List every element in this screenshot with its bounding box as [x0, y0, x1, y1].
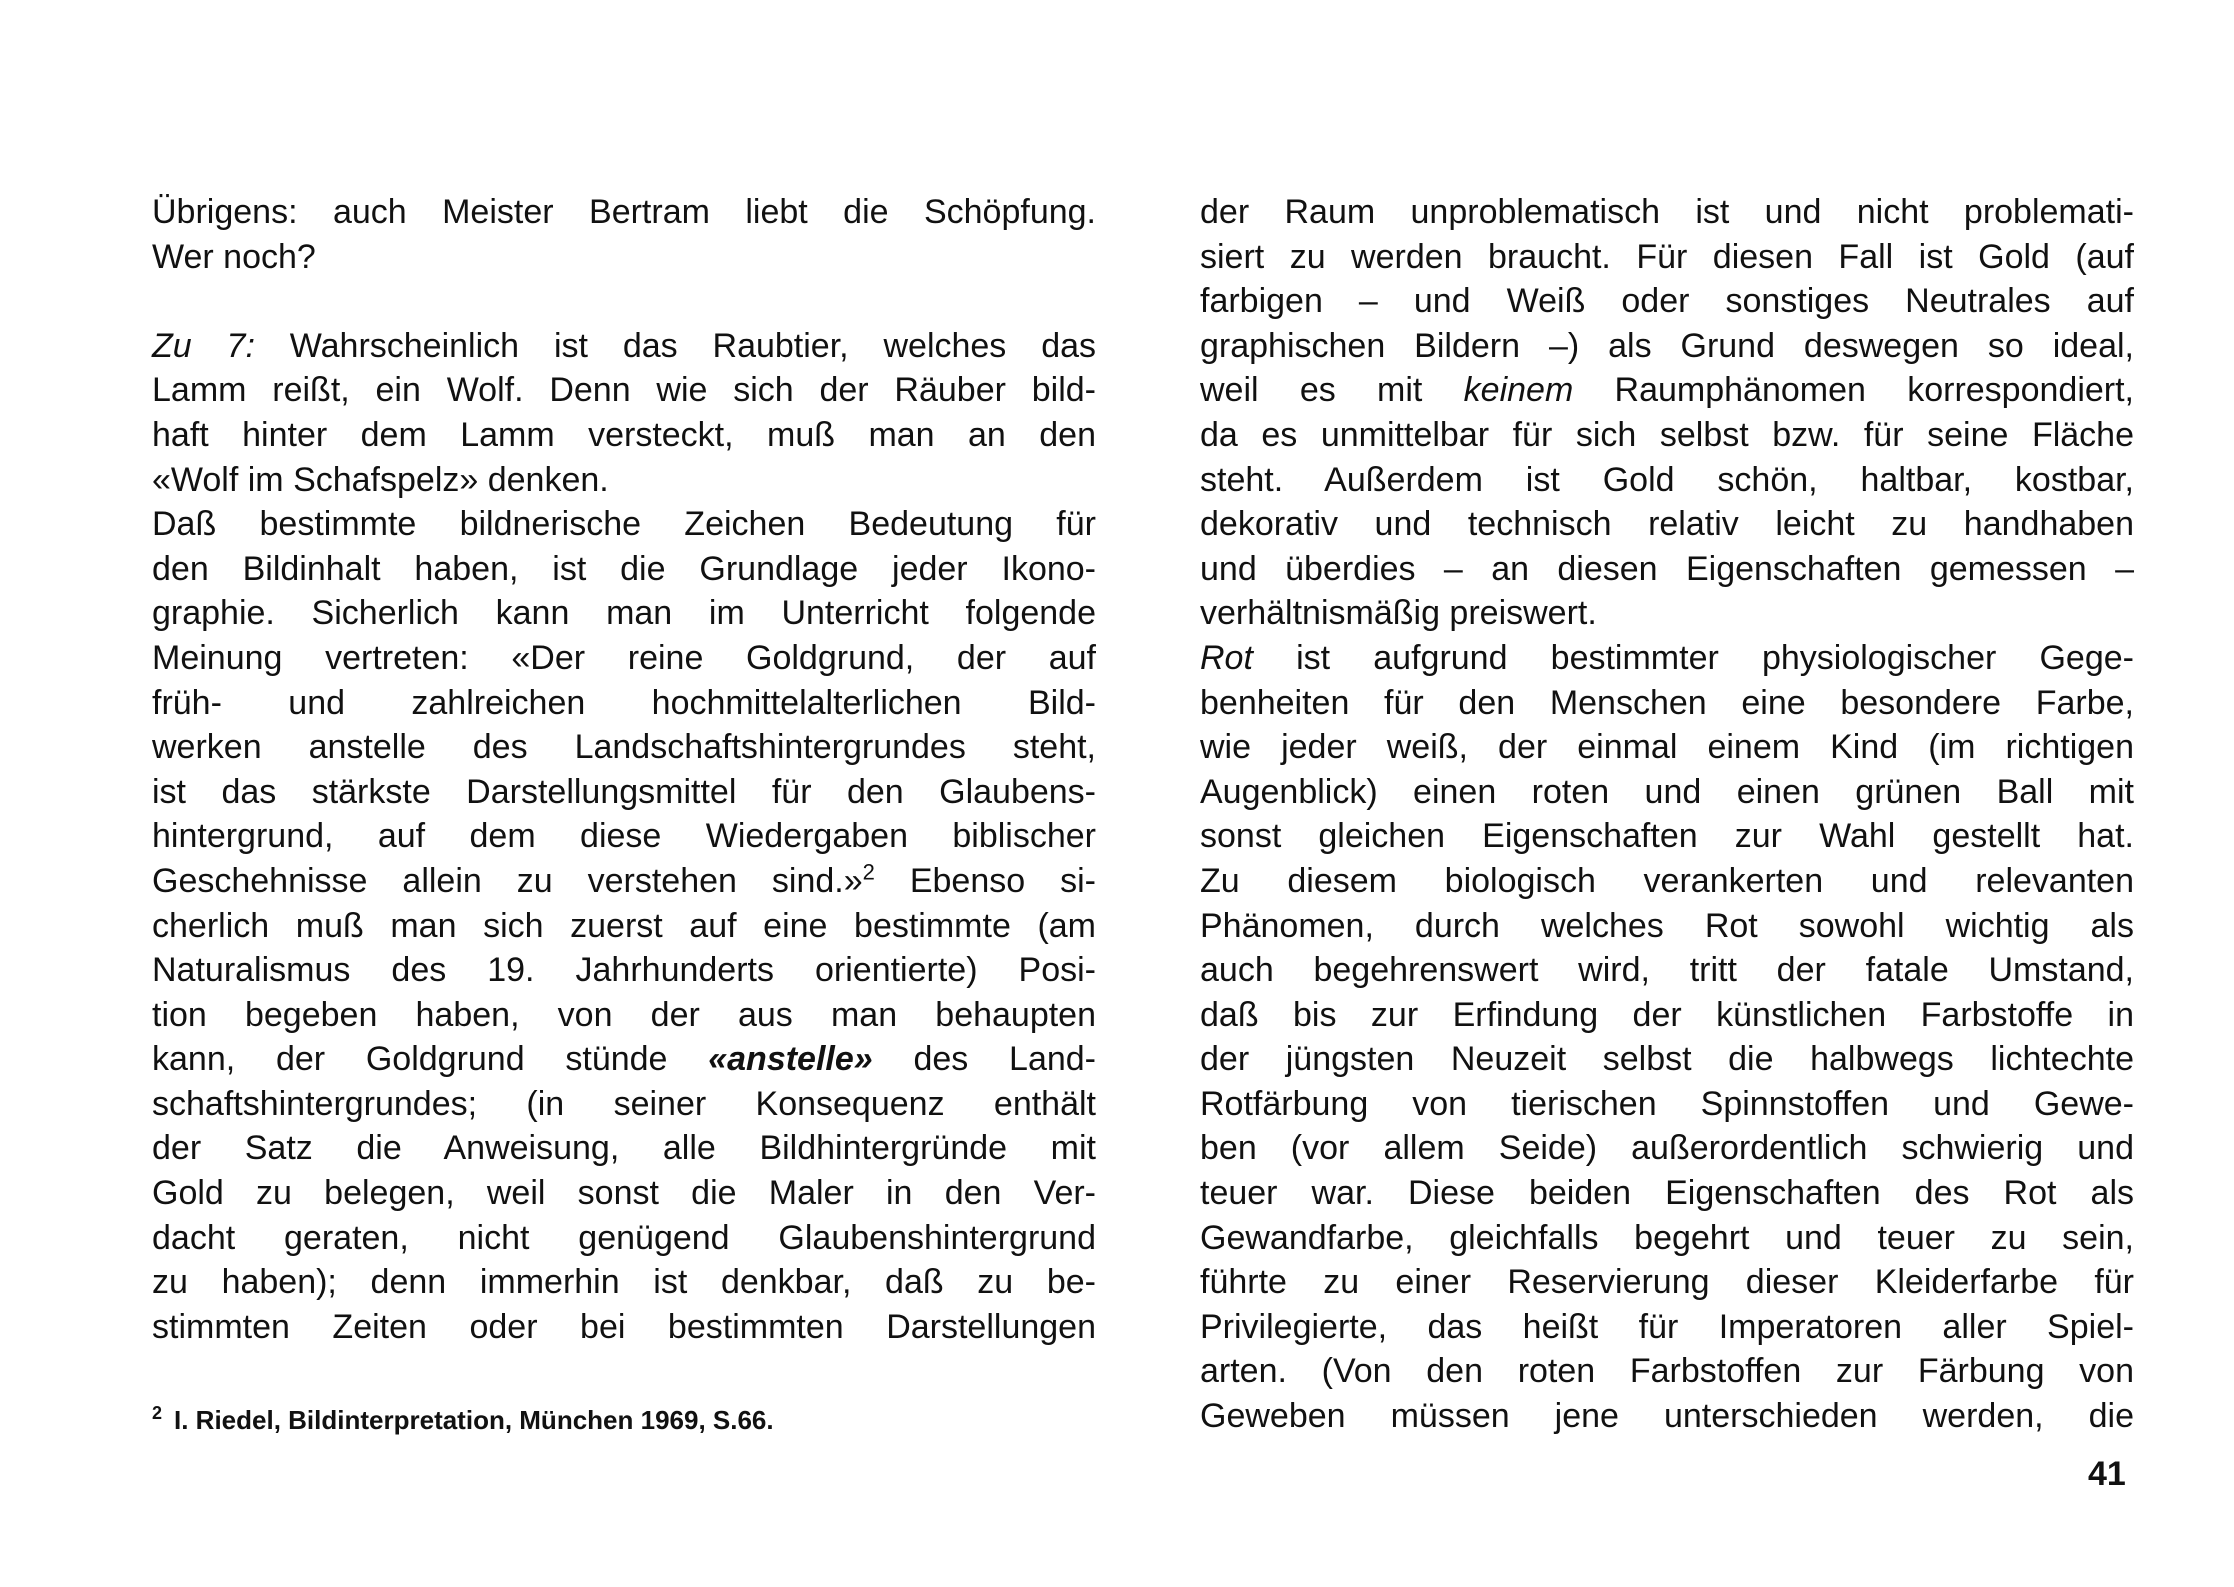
- text-line: Meinung vertreten: «Der reine Goldgrund, der auf: [152, 638, 1096, 677]
- text-line: zu haben); denn immerhin ist denkbar, daß zu be-: [152, 1263, 1096, 1302]
- text-line: stimmten Zeiten oder bei bestimmten Darstellungen: [152, 1307, 1096, 1346]
- footnote: [152, 1405, 774, 1436]
- text-line: siert zu werden braucht. Für diesen Fall ist Gold (auf: [1200, 237, 2134, 276]
- text-line: und überdies – an diesen Eigenschaften gemessen –: [1200, 549, 2134, 588]
- text-line: Zu 7: Wahrscheinlich ist das Raubtier, welches das: [152, 326, 1097, 365]
- text-line: dekorativ und technisch relativ leicht zu handhaben: [1200, 505, 2134, 544]
- text-line: Lamm reißt, ein Wolf. Denn wie sich der Räuber bild-: [152, 371, 1096, 410]
- text-line: Wer noch?: [152, 237, 316, 276]
- footnote-text: I. Riedel, Bildinterpretation, München 1969, S.66.: [174, 1405, 774, 1435]
- emphasis: keinem: [1463, 371, 1574, 410]
- footnote-reference: 2: [862, 859, 875, 885]
- text-line: graphischen Bildern –) als Grund deswegen so ideal,: [1200, 326, 2134, 365]
- text-line: da es unmittelbar für sich selbst bzw. für seine Fläche: [1200, 415, 2134, 454]
- text-line: «Wolf im Schafspelz» denken.: [152, 460, 609, 499]
- text-line: auch begehrenswert wird, tritt der fatale Umstand,: [1200, 951, 2134, 990]
- text-line: früh- und zahlreichen hochmittelalterlichen Bild-: [152, 683, 1096, 722]
- text-line: sonst gleichen Eigenschaften zur Wahl gestellt hat.: [1200, 817, 2134, 856]
- text-line: Gold zu belegen, weil sonst die Maler in den Ver-: [152, 1174, 1096, 1213]
- text-line: ist das stärkste Darstellungsmittel für den Glaubens-: [152, 772, 1096, 811]
- page-number: 41: [2088, 1455, 2126, 1493]
- text-line: Zu diesem biologisch verankerten und relevanten: [1200, 861, 2134, 900]
- text-line: verhältnismäßig preiswert.: [1200, 594, 1597, 633]
- text-line: führte zu einer Reservierung dieser Kleiderfarbe für: [1200, 1263, 2134, 1302]
- section-lead: Rot: [1200, 638, 1253, 677]
- text-line: Geweben müssen jene unterschieden werden, die: [1200, 1397, 2134, 1436]
- text-line: farbigen – und Weiß oder sonstiges Neutrales auf: [1200, 282, 2134, 321]
- text-line: der Raum unproblematisch ist und nicht problemati-: [1200, 193, 2134, 231]
- text-line: den Bildinhalt haben, ist die Grundlage jeder Ikono-: [152, 549, 1096, 588]
- text-line: cherlich muß man sich zuerst auf eine bestimmte (am: [152, 906, 1096, 945]
- right-column: [1200, 190, 2134, 1439]
- text-line: benheiten für den Menschen eine besondere Farbe,: [1200, 683, 2134, 722]
- text-line: der jüngsten Neuzeit selbst die halbwegs lichtechte: [1200, 1040, 2134, 1079]
- text-line: schaftshintergrundes; (in seiner Konsequenz enthält: [152, 1084, 1096, 1123]
- emphasis: «anstelle»: [708, 1040, 873, 1079]
- text-line: der Satz die Anweisung, alle Bildhintergründe mit: [152, 1129, 1096, 1168]
- text-line: Naturalismus des 19. Jahrhunderts orientierte) Posi-: [152, 951, 1096, 990]
- text-line: graphie. Sicherlich kann man im Unterricht folgende: [152, 594, 1096, 633]
- text-line: Übrigens: auch Meister Bertram liebt die Schöpfung.: [152, 193, 1096, 231]
- text-line: Phänomen, durch welches Rot sowohl wichtig als: [1200, 906, 2134, 945]
- text-line: teuer war. Diese beiden Eigenschaften des Rot als: [1200, 1174, 2134, 1213]
- text-line: Privilegierte, das heißt für Imperatoren aller Spiel-: [1200, 1307, 2134, 1346]
- text-line: tion begeben haben, von der aus man behaupten: [152, 995, 1096, 1034]
- text-line: werken anstelle des Landschaftshintergrundes steht,: [152, 728, 1096, 767]
- text-line: arten. (Von den roten Farbstoffen zur Färbung von: [1200, 1352, 2134, 1391]
- left-column: [152, 190, 1096, 1349]
- text-line: Augenblick) einen roten und einen grünen Ball mit: [1200, 772, 2134, 811]
- footnote-marker: 2: [152, 1403, 163, 1424]
- text-line: Gewandfarbe, gleichfalls begehrt und teuer zu sein,: [1200, 1218, 2134, 1257]
- text-line: ben (vor allem Seide) außerordentlich schwierig und: [1200, 1129, 2134, 1168]
- text-line: dacht geraten, nicht genügend Glaubenshintergrund: [152, 1218, 1096, 1257]
- text-line: hintergrund, auf dem diese Wiedergaben biblischer: [152, 817, 1096, 856]
- text-line: Rotfärbung von tierischen Spinnstoffen und Gewe-: [1200, 1084, 2134, 1123]
- text-line: daß bis zur Erfindung der künstlichen Farbstoffe in: [1200, 995, 2134, 1034]
- text-line: Geschehnisse allein zu verstehen sind.»$^2$ Ebenso si-: [152, 859, 1096, 900]
- section-lead: Zu 7:: [152, 326, 255, 365]
- text-line: Daß bestimmte bildnerische Zeichen Bedeutung für: [152, 505, 1096, 544]
- text-line: haft hinter dem Lamm versteckt, muß man an den: [152, 415, 1096, 454]
- text-line: kann, der Goldgrund stünde «anstelle» des Land-: [152, 1040, 1096, 1079]
- text-line: Rot ist aufgrund bestimmter physiologischer Gege-: [1200, 638, 2134, 677]
- text-line: steht. Außerdem ist Gold schön, haltbar, kostbar,: [1200, 460, 2134, 499]
- text-line: wie jeder weiß, der einmal einem Kind (im richtigen: [1200, 728, 2134, 767]
- text-line: weil es mit keinem Raumphänomen korrespondiert,: [1200, 371, 2134, 410]
